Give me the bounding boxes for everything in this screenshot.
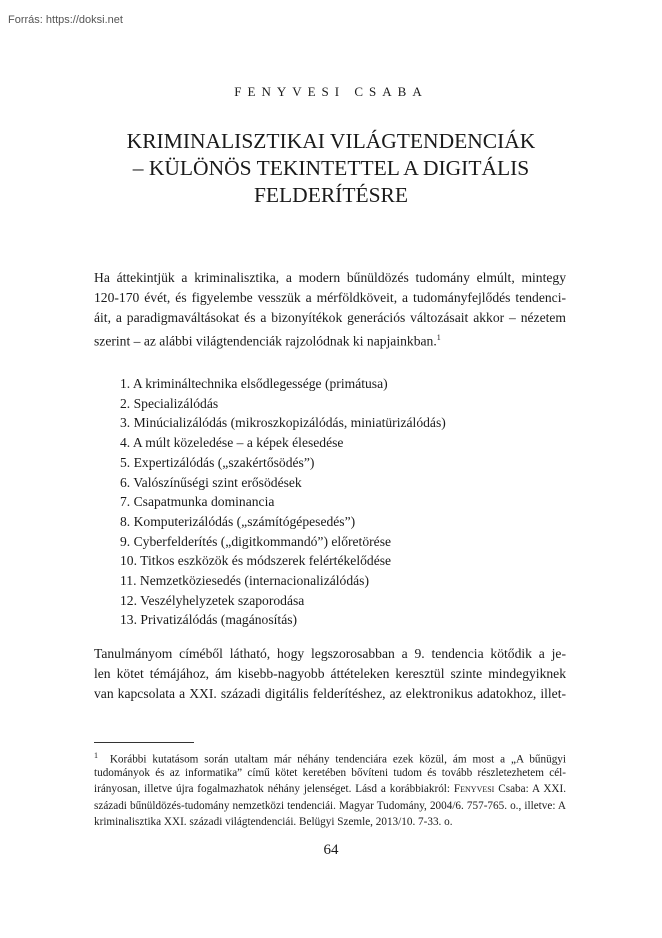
list-item: 10. Titkos eszközök és módszerek felértékelődése [120, 553, 392, 569]
list-item: 6. Valószínűségi szint erősödések [120, 474, 302, 490]
footnote-line: tudományok és az informatika” című kötet keretében bővíteni tudom és tovább részletezhetem cél- [94, 766, 566, 779]
title-line: FELDERÍTÉSRE [253, 183, 409, 207]
list-item: 5. Expertizálódás („szakértősödés”) [120, 454, 315, 470]
list-item: 9. Cyberfelderítés („digitkommandó”) előretörése [120, 533, 392, 549]
list-item: 3. Minúcializálódás (mikroszkopizálódás, miniatürizálódás) [120, 415, 446, 431]
footnote-mark: 1 [94, 751, 98, 760]
paragraph-line: Tanulmányom címéből látható, hogy legszorosabban a 9. tendencia kötődik a je- [94, 646, 566, 661]
title-line: – KÜLÖNÖS TEKINTETTEL A DIGITÁLIS [132, 156, 530, 180]
paragraph-line: szerint – az alábbi világtendenciák rajzolódnak ki napjainkban.$^1$ [94, 333, 441, 349]
list-item: 4. A múlt közeledése – a képek élesedése [120, 435, 344, 451]
footnote-line: irányosan, illetve újra fogalmazhatok néhány jelenséget. Lásd a korábbiakról: Fenyvesi Csaba: A XXI. [94, 783, 566, 796]
intro-paragraph [94, 268, 566, 348]
paragraph-line: áit, a paradigmaváltásokat és a bizonyítékok generációs változásait akkor – nézetem [94, 310, 566, 325]
source-watermark: Forrás: https://doksi.net [8, 14, 123, 26]
body-paragraph [94, 644, 566, 704]
page-number: 64 [323, 842, 339, 858]
list-item: 12. Veszélyhelyzetek szaporodása [120, 592, 305, 608]
list-item: 8. Komputerizálódás („számítógépesedés”) [120, 513, 356, 529]
footnote-divider [94, 742, 194, 743]
paragraph-line: len kötet témájához, ám kisebb-nagyobb áttételeken keresztül szinte mindegyiknek [94, 666, 566, 681]
footnote [94, 748, 566, 831]
list-item: 11. Nemzetköziesedés (internacionalizálódás) [120, 573, 369, 589]
list-item: 13. Privatizálódás (magánosítás) [120, 612, 298, 628]
paragraph-line: 120-170 évét, és figyelembe vesszük a mérföldköveit, a tudományfejlődés tendenci- [94, 290, 566, 305]
list-item: 1. A krimináltechnika elsődlegessége (primátusa) [120, 376, 388, 391]
list-item: 7. Csapatmunka dominancia [120, 494, 275, 510]
tendency-list [120, 374, 446, 630]
cited-author: Fenyvesi [453, 783, 495, 796]
footnote-line: kriminalisztika XXI. századi világtendenciái. Belügyi Szemle, 2013/10. 7-33. o. [94, 816, 453, 829]
list-item: 2. Specializálódás [120, 395, 219, 411]
paragraph-line: van kapcsolata a XXI. századi digitális felderítéshez, az elektronikus adatokhoz, illet- [94, 686, 566, 701]
footnote-reference[interactable]: 1 [436, 333, 441, 342]
footnote-line: századi bűnüldözés-tudomány nemzetközi tendenciái. Magyar Tudomány, 2004/6. 757-765. o., illetve: A [94, 799, 566, 812]
title-line: KRIMINALISZTIKAI VILÁGTENDENCIÁK [126, 129, 536, 153]
author-name: FENYVESI CSABA [234, 84, 428, 99]
article-title [40, 128, 622, 209]
footnote-line: $^1$ Korábbi kutatásom során utaltam már néhány tendenciára ezek közül, ám most a „A bűnügyi [94, 751, 566, 766]
paragraph-line: Ha áttekintjük a kriminalisztika, a modern bűnüldözés tudomány elmúlt, mintegy [94, 270, 566, 285]
